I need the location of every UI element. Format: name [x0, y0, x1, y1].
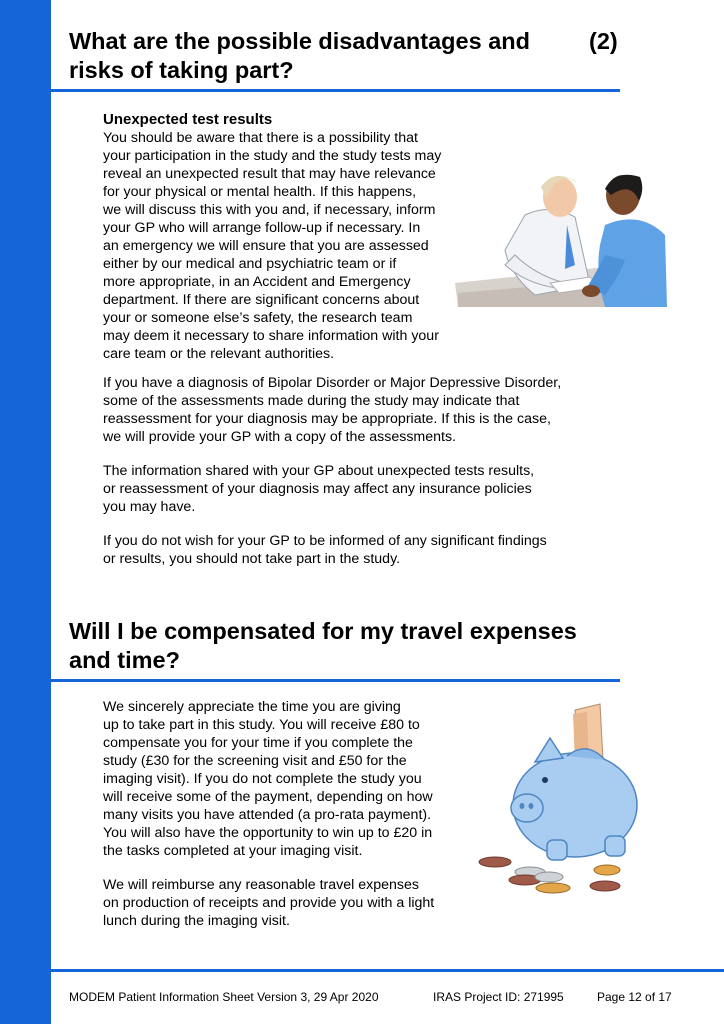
- doctor-patient-illustration-icon: [455, 165, 670, 310]
- section-heading-disadvantages: [69, 27, 618, 85]
- heading-line-2: risks of taking part?: [69, 57, 294, 83]
- text-line: department. If there are significant concerns about: [103, 292, 420, 308]
- text-line: If you do not wish for your GP to be informed of any significant findings: [103, 533, 547, 549]
- paragraph-payment: [103, 698, 433, 860]
- paragraph-gp-findings: [103, 532, 547, 568]
- text-line: The information shared with your GP about unexpected tests results,: [103, 463, 535, 479]
- paragraph-unexpected-results: [103, 129, 441, 363]
- text-line: study (£30 for the screening visit and £50 for the: [103, 753, 407, 769]
- text-line: or reassessment of your diagnosis may affect any insurance policies: [103, 481, 532, 497]
- text-line: many visits you have attended (a pro-rata payment).: [103, 807, 432, 823]
- text-line: your or someone else’s safety, the research team: [103, 310, 413, 326]
- heading-rule: [51, 679, 620, 682]
- text-line: your participation in the study and the study tests may: [103, 148, 442, 164]
- heading-line-1: Will I be compensated for my travel expenses: [69, 618, 577, 644]
- text-line: You will also have the opportunity to win up to £20 in: [103, 825, 433, 841]
- footer-project-id: IRAS Project ID: 271995: [433, 990, 564, 1004]
- text-line: You should be aware that there is a possibility that: [103, 130, 418, 146]
- text-line: reveal an unexpected result that may have relevance: [103, 166, 436, 182]
- text-line: If you have a diagnosis of Bipolar Disorder or Major Depressive Disorder,: [103, 375, 562, 391]
- heading-line-1: What are the possible disadvantages and: [69, 28, 530, 54]
- text-line: care team or the relevant authorities.: [103, 346, 335, 362]
- subheading-unexpected-results: Unexpected test results: [103, 111, 273, 128]
- side-accent-bar: [0, 0, 51, 1024]
- footer-document-version: MODEM Patient Information Sheet Version 3, 29 Apr 2020: [69, 990, 379, 1004]
- footer-rule: [51, 969, 724, 972]
- paragraph-bipolar: [103, 374, 561, 446]
- paragraph-insurance: [103, 462, 534, 516]
- text-line: up to take part in this study. You will receive £80 to: [103, 717, 420, 733]
- text-line: we will discuss this with you and, if necessary, inform: [103, 202, 436, 218]
- text-line: will receive some of the payment, depending on how: [103, 789, 433, 805]
- text-line: imaging visit). If you do not complete the study you: [103, 771, 422, 787]
- text-line: more appropriate, in an Accident and Emergency: [103, 274, 411, 290]
- text-line: We sincerely appreciate the time you are giving: [103, 699, 401, 715]
- text-line: we will provide your GP with a copy of the assessments.: [103, 429, 457, 445]
- text-line: lunch during the imaging visit.: [103, 913, 290, 929]
- text-line: for your physical or mental health. If this happens,: [103, 184, 417, 200]
- section-number: (2): [589, 28, 618, 54]
- text-line: may deem it necessary to share information with your: [103, 328, 439, 344]
- text-line: either by our medical and psychiatric team or if: [103, 256, 397, 272]
- footer-page-number: Page 12 of 17: [597, 990, 672, 1004]
- text-line: We will reimburse any reasonable travel expenses: [103, 877, 419, 893]
- text-line: an emergency we will ensure that you are assessed: [103, 238, 429, 254]
- heading-line-2: and time?: [69, 647, 180, 673]
- text-line: some of the assessments made during the study may indicate that: [103, 393, 520, 409]
- heading-rule: [51, 89, 620, 92]
- text-line: your GP who will arrange follow-up if necessary. In: [103, 220, 421, 236]
- text-line: the tasks completed at your imaging visit.: [103, 843, 363, 859]
- text-line: or results, you should not take part in the study.: [103, 551, 401, 567]
- piggy-bank-illustration-icon: [475, 700, 645, 900]
- text-line: compensate you for your time if you complete the: [103, 735, 413, 751]
- text-line: reassessment for your diagnosis may be appropriate. If this is the case,: [103, 411, 551, 427]
- text-line: you may have.: [103, 499, 196, 515]
- section-heading-compensation: [69, 617, 577, 675]
- text-line: on production of receipts and provide you with a light: [103, 895, 435, 911]
- paragraph-travel: [103, 876, 434, 930]
